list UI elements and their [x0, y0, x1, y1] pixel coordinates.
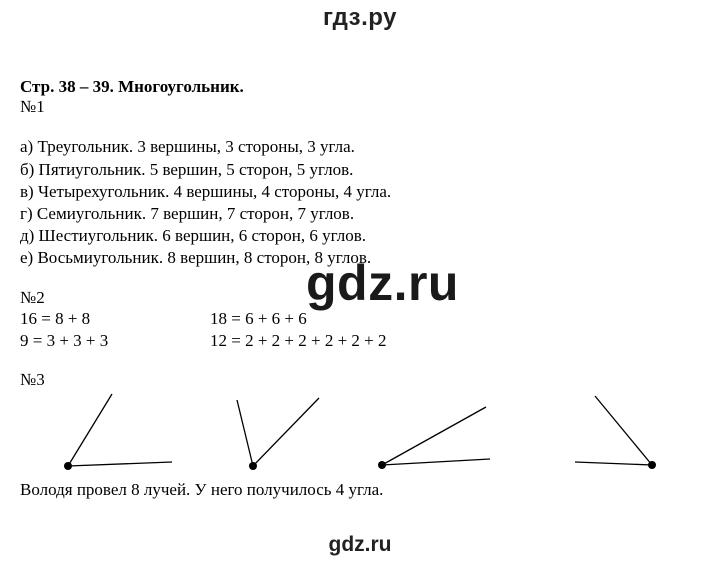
angle2-ray-right	[253, 398, 319, 466]
task2-left-eq-1: 16 = 8 + 8	[20, 309, 91, 328]
task1-item-g: г) Семиугольник. 7 вершин, 7 сторон, 7 углов.	[20, 204, 355, 223]
angle3-vertex	[378, 461, 386, 469]
angle2-ray-left	[237, 400, 253, 466]
task3-answer: Володя провел 8 лучей. У него получилось 4 угла.	[20, 480, 384, 499]
task1-item-d: д) Шестиугольник. 6 вершин, 6 сторон, 6 углов.	[20, 226, 366, 245]
task2-right-eq-2: 12 = 2 + 2 + 2 + 2 + 2 + 2	[210, 331, 387, 350]
angle1-vertex	[64, 462, 72, 470]
task1-number: №1	[20, 97, 45, 116]
angle3-ray-lower	[382, 459, 490, 465]
angle1-ray-right	[68, 462, 172, 466]
angle3-ray-upper	[382, 407, 486, 465]
site-footer: gdz.ru	[328, 533, 392, 556]
angle4-vertex	[648, 461, 656, 469]
angles-drawing	[0, 376, 720, 476]
task1-item-a: а) Треугольник. 3 вершины, 3 стороны, 3 угла.	[20, 137, 355, 156]
task1-item-b: б) Пятиугольник. 5 вершин, 5 сторон, 5 углов.	[20, 160, 354, 179]
task1-item-v: в) Четырехугольник. 4 вершины, 4 стороны, 4 угла.	[20, 182, 392, 201]
task2-number: №2	[20, 288, 45, 307]
task2-left-eq-2: 9 = 3 + 3 + 3	[20, 331, 109, 350]
site-header: гдз.ру	[323, 4, 397, 31]
angle4-ray-up	[595, 396, 652, 465]
task2-right-eq-1: 18 = 6 + 6 + 6	[210, 309, 307, 328]
watermark-logo: gdz.ru	[306, 255, 459, 311]
angle2-vertex	[249, 462, 257, 470]
angle4-ray-left	[575, 462, 652, 465]
page-title: Стр. 38 – 39. Многоугольник.	[20, 77, 244, 96]
angle1-ray-up	[68, 394, 112, 466]
task3-number: №3	[20, 370, 45, 389]
task1-item-e: е) Восьмиугольник. 8 вершин, 8 сторон, 8 углов.	[20, 248, 372, 267]
